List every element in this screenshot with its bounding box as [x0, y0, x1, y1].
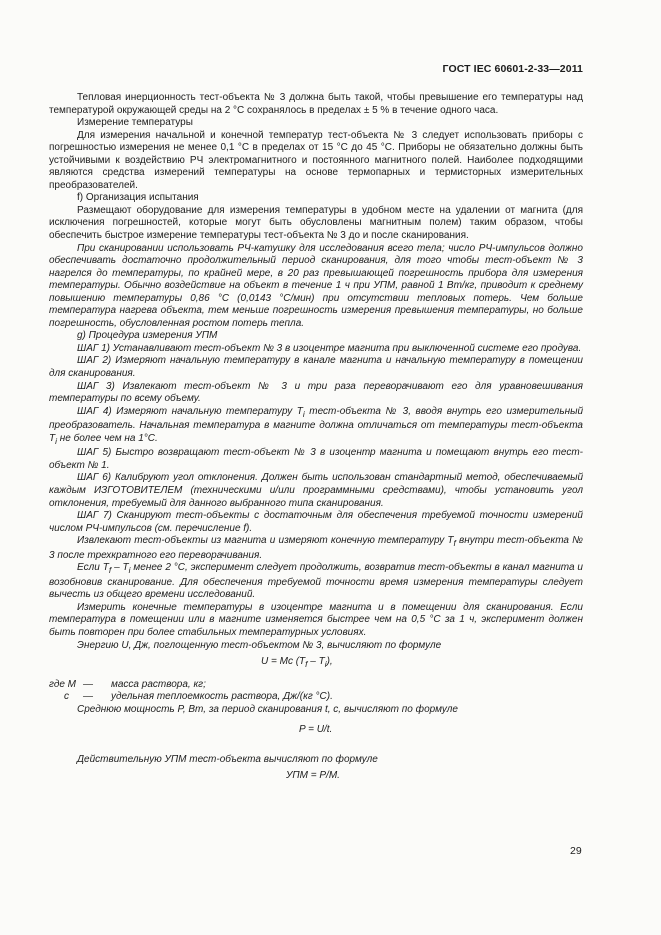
step-4: ШАГ 4) Измеряют начальную температуру $T_i$ тест-объекта № 3, вводя внутрь его измерительный преобразователь. Начальная температура в магните должна отличаться от температуры тест-объекта $T_i$ не более чем на 1°С.: [49, 405, 584, 446]
document-body: [49, 92, 583, 783]
document-header: ГОСТ IEC 60601-2-33—2011: [442, 63, 583, 75]
paragraph: Размещают оборудование для измерения температуры в удобном месте на удалении от магнита (для исключения погрешностей, которые могут быть обусловлены магнитным полем) таким образом, чтобы обеспечить быстрое измерение температуры тест-объекта № 3 до и после сканирования.: [49, 204, 583, 242]
definition-row: где M — масса раствора, кг;: [49, 678, 206, 690]
paragraph: Если $T_f - T_i$ менее 2 °С, эксперимент следует продолжить, возвратив тест-объекты в канал магнита и возобновив сканирование. Для обеспечения требуемой точности время измерения температуры следует вычесть из общего времени исследований.: [49, 562, 583, 601]
step-5: ШАГ 5) Быстро возвращают тест-объект № 3 в изоцентр магнита и помещают внутрь его тест-объект № 1.: [49, 447, 583, 471]
formula-energy: U = Mc $(T_f - T_i)$,: [261, 656, 333, 670]
step-1: ШАГ 1) Устанавливают тест-объект № 3 в изоцентре магнита при выключенной системе его продува.: [77, 342, 582, 354]
step-6: ШАГ 6) Калибруют угол отклонения. Должен быть использован стандартный метод, обеспечиваемый каждым ИЗГОТОВИТЕЛЕМ (техническими и/или программными средствами), чтобы установить угол отклонения, требуемый для данного выбранного типа сканирования.: [49, 472, 583, 509]
paragraph: Измерение температуры: [77, 117, 193, 129]
paragraph: Действительную УПМ тест-объекта вычисляют по формуле: [77, 753, 378, 765]
paragraph: Измерить конечные температуры в изоцентре магнита и в помещении для сканирования. Если температура в помещении или в магните изменяется быстрее чем на 0,5 °С за 1 ч, эксперимент должен быть повторен при более стабильных температурных условиях.: [49, 601, 583, 638]
step-7: ШАГ 7) Сканируют тест-объекты с достаточным для обеспечения требуемой точности измерений числом РЧ-импульсов (см. перечисление f).: [49, 510, 583, 534]
formula-power: P = U/t.: [299, 724, 333, 736]
paragraph: При сканировании использовать РЧ-катушку для исследования всего тела; число РЧ-импульсов должно обеспечивать достаточно продолжительный период сканирования, для того чтобы тест-объект № 3 нагрелся до температуры, по крайней мере, в 20 раз превышающей погрешность прибора для измерения температуры. Обычно воздействие на объект в течение 1 ч при УПМ, равной 1 Вт/кг, приводит к среднему повышению температуры 0,86 °С (0,0143 °С/мин) при отсутствии тепловых потерь. Чем больше температура нагрева объекта, тем меньше погрешность измерения превышения температуры, но больше погрешность, обусловленная ростом потерь тепла.: [49, 242, 583, 329]
definition-row: c — удельная теплоемкость раствора, Дж/(кг °С).: [64, 691, 333, 703]
paragraph: Среднюю мощность P, Вт, за период сканирования t, с, вычисляют по формуле: [77, 703, 458, 715]
paragraph: Для измерения начальной и конечной температур тест-объекта № 3 следует использовать приборы с погрешностью измерения не менее 0,1 °С в пределах от 15 °С до 45 °С. Приборы не обязательно должны быть устойчивыми к воздействию РЧ электромагнитного и постоянного магнитного полей. Наиболее подходящими являются средства измерений температуры на основе термопарных и термисторных измерительных преобразователей.: [49, 129, 583, 191]
formula-sar: УПМ = P/M.: [286, 770, 340, 782]
page-number: 29: [570, 845, 582, 857]
section-heading: f) Организация испытания: [77, 192, 199, 204]
step-2: ШАГ 2) Измеряют начальную температуру в канале магнита и начальную температуру в помещении для сканирования.: [49, 355, 583, 380]
step-3: ШАГ 3) Извлекают тест-объект № 3 и три раза переворачивают его для уравновешивания температуры по всему объему.: [49, 380, 583, 405]
section-heading: g) Процедура измерения УПМ: [77, 330, 218, 342]
paragraph: Энергию U, Дж, поглощенную тест-объектом № 3, вычисляют по формуле: [77, 639, 442, 651]
paragraph: Тепловая инерционность тест-объекта № 3 должна быть такой, чтобы превышение его температуры над температурой окружающей среды на 2 °С сохранялось в пределах ± 5 % в течение одного часа.: [49, 92, 583, 116]
paragraph: Извлекают тест-объекты из магнита и измеряют конечную температуру $T_f$ внутри тест-объекта № 3 после трехкратного его переворачивания.: [49, 535, 583, 561]
